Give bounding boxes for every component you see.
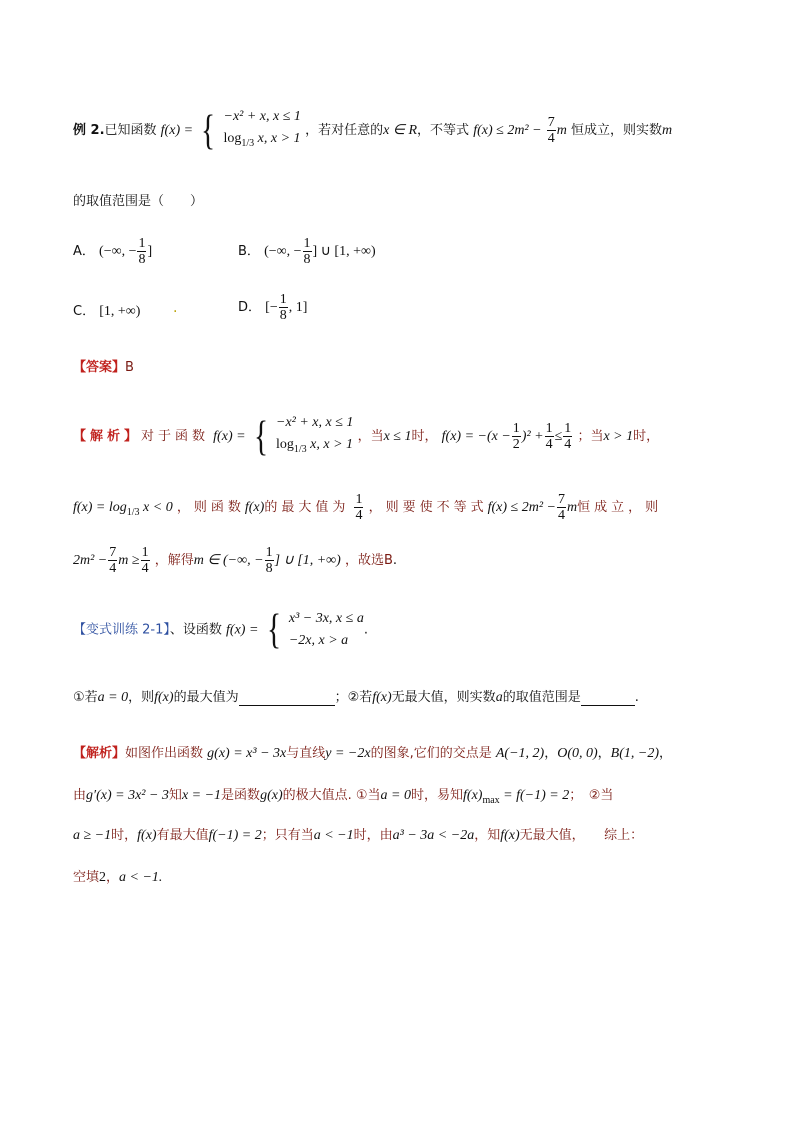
answer-blank-1[interactable] xyxy=(239,690,335,706)
answer-line xyxy=(73,356,734,375)
variant-line: 【变式训练 2-1】、设函数 f(x) = { x³ − 3x, x ≤ a −2x, x > a . xyxy=(73,607,368,653)
analysis2-line-4: 空填2，a < −1. xyxy=(73,870,163,885)
example-label: 例 2. xyxy=(73,123,105,138)
answer-blank-2[interactable] xyxy=(581,690,635,706)
variant-label: 【变式训练 2-1】 xyxy=(73,622,170,638)
analysis-label: 【解析】 xyxy=(73,429,142,444)
analysis2-line-1: 【解析】如图作出函数 g(x) = x³ − 3x与直线y = −2x的图象,它们的交点是 A(−1, 2)，O(0, 0)，B(1, −2)， xyxy=(73,746,672,761)
analysis2-line-3: a ≥ −1时，f(x)有最大值f(−1) = 2；只有当a < −1时，由a³ − 3a < −2a，知f(x)无最大值， 综上： xyxy=(73,828,644,843)
option-d[interactable]: D． [− $\frac{1}{8}$ , 1] xyxy=(238,292,308,323)
piecewise-cases: −x² + x, x ≤ 1 $\log_{1/3} x$, x > 1 xyxy=(223,109,301,149)
piecewise-brace: { xyxy=(201,107,216,154)
analysis2-label: 【解析】 xyxy=(73,746,126,761)
analysis2-line-2: 由g′(x) = 3x² − 3知x = −1是函数g(x)的极大值点. ①当a = 0时，易知$f(x)_{max} = f(-1) = 2$； ②当 xyxy=(73,788,614,806)
analysis-line-2: $f(x) = \log_{1/3} x < 0$ ，则函数f(x)的最大值为 $\frac{1}{4}$ ，则要使不等式f(x) ≤ 2m² − $\frac{7}{4}$ m恒成立，则 xyxy=(73,492,663,523)
fraction: $\frac{7}{4}$ xyxy=(547,115,555,146)
inequality: f(x) ≤ 2m² − xyxy=(473,123,542,138)
variant-question: ①若a = 0，则f(x)的最大值为 ；②若f(x)无最大值，则实数a的取值范围是 . xyxy=(73,690,639,705)
analysis-line-1: 【解析】对于函数 f(x) = { −x² + x, x ≤ 1 $\log_{1/3} x$, x > 1 ，当x ≤ 1时， f(x) = −(x − $\frac{1}{2}$ )² + $\frac{1}{4}$ ≤ $\frac{1}{4}$ ；当x > 1时， xyxy=(73,413,660,460)
example-stem-line-2: 的取值范围是（ ） xyxy=(73,194,204,209)
answer-label: 【答案】 xyxy=(73,360,126,375)
example-stem-line: 例 2.已知函数 f(x) = { −x² + x, x ≤ 1 $\log_{1/3} x$, x > 1 ，若对任意的x ∈ R，不等式 f(x) ≤ 2m² − $\frac{7}{4}$ m 恒成立，则实数m xyxy=(73,107,673,154)
analysis-line-3: 2m² − $\frac{7}{4}$ m ≥ $\frac{1}{4}$ ，解得m ∈ (−∞, − $\frac{1}{8}$ ] ∪ [1, +∞) ，故选B. xyxy=(73,545,398,576)
option-a[interactable]: A． (−∞, − $\frac{1}{8}$ ] xyxy=(73,236,153,267)
answer-value: B xyxy=(125,360,134,375)
option-c[interactable]: C． [1, +∞) xyxy=(73,304,141,319)
option-b[interactable]: B． (−∞, − $\frac{1}{8}$ ] ∪ [1, +∞) xyxy=(238,236,376,267)
decorative-dot: . xyxy=(173,300,178,316)
